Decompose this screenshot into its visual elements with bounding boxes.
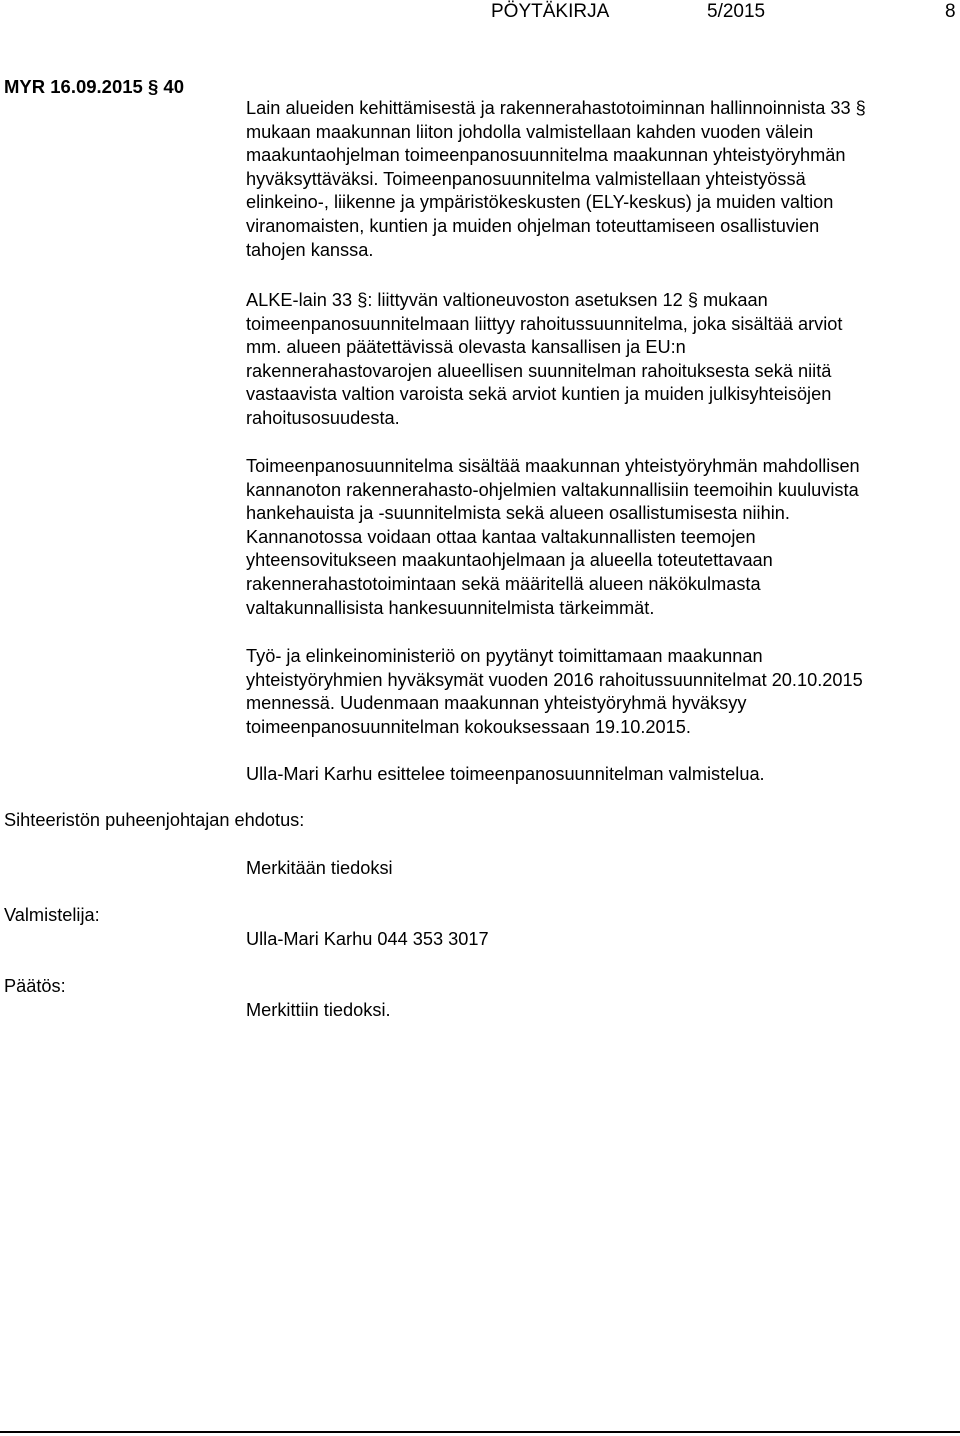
page-number: 8 [945, 1, 956, 22]
paragraph-line: Kannanotossa voidaan ottaa kantaa valtakunnallisten teemojen [246, 526, 756, 547]
footer-divider [0, 1431, 960, 1433]
paragraph-5 [246, 763, 946, 787]
paragraph-4 [246, 645, 946, 739]
paragraph-line: mennessä. Uudenmaan maakunnan yhteistyöryhmä hyväksyy [246, 693, 747, 714]
paragraph-2 [246, 289, 946, 431]
paragraph-line: tahojen kanssa. [246, 239, 374, 260]
paragraph-line: kannanoton rakennerahasto-ohjelmien valtakunnallisiin teemoihin kuuluvista [246, 479, 859, 500]
document-number: 5/2015 [707, 1, 766, 22]
proposal-value: Merkitään tiedoksi [246, 858, 393, 878]
decision-label: Päätös: [4, 976, 66, 996]
paragraph-line: yhteensovitukseen maakuntaohjelmaan ja alueella toteutettavaan [246, 550, 773, 571]
proposal-label: Sihteeristön puheenjohtajan ehdotus: [4, 810, 305, 830]
paragraph-line: viranomaisten, kuntien ja muiden ohjelman toteuttamiseen osallistuvien [246, 215, 820, 236]
paragraph-line: hyväksyttäväksi. Toimeenpanosuunnitelma valmistellaan yhteistyössä [246, 168, 806, 189]
paragraph-line: Työ- ja elinkeinoministeriö on pyytänyt toimittamaan maakunnan [246, 646, 763, 666]
paragraph-line: rahoitusosuudesta. [246, 407, 400, 428]
paragraph-3 [246, 455, 946, 620]
meeting-reference: MYR 16.09.2015 § 40 [4, 76, 184, 97]
paragraph-line: toimeenpanosuunnitelman kokouksessaan 19.10.2015. [246, 716, 691, 737]
paragraph-line: yhteistyöryhmien hyväksymät vuoden 2016 rahoitussuunnitelmat 20.10.2015 [246, 669, 863, 690]
paragraph-line: rakennerahastovarojen alueellisen suunnitelman rahoituksesta sekä niitä [246, 360, 832, 381]
paragraph-line: mm. alueen päätettävissä olevasta kansallisen ja EU:n [246, 337, 686, 358]
paragraph-line: vastaavista valtion varoista sekä arviot kuntien ja muiden julkisyhteisöjen [246, 384, 832, 405]
page-header [0, 0, 960, 24]
paragraph-line: Lain alueiden kehittämisestä ja rakennerahastotoiminnan hallinnoinnista 33 § [246, 98, 866, 118]
preparer-value: Ulla-Mari Karhu 044 353 3017 [246, 929, 489, 949]
decision-value: Merkittiin tiedoksi. [246, 1000, 391, 1020]
paragraph-line: elinkeino-, liikenne ja ympäristökeskusten (ELY-keskus) ja muiden valtion [246, 192, 834, 213]
paragraph-line: rakennerahastotoimintaan sekä määritellä alueen näkökulmasta [246, 573, 761, 594]
paragraph-line: Ulla-Mari Karhu esittelee toimeenpanosuunnitelman valmistelua. [246, 764, 765, 784]
paragraph-line: mukaan maakunnan liiton johdolla valmistellaan kahden vuoden välein [246, 121, 814, 142]
paragraph-line: hankehauista ja -suunnitelmista sekä alueen osallistumisesta niihin. [246, 503, 790, 524]
paragraph-1 [246, 97, 946, 262]
paragraph-line: valtakunnallisista hankesuunnitelmista tärkeimmät. [246, 597, 655, 618]
preparer-label: Valmistelija: [4, 905, 100, 925]
paragraph-line: Toimeenpanosuunnitelma sisältää maakunnan yhteistyöryhmän mahdollisen [246, 456, 860, 476]
paragraph-line: ALKE-lain 33 §: liittyvän valtioneuvoston asetuksen 12 § mukaan [246, 290, 768, 310]
document-type: PÖYTÄKIRJA [491, 1, 610, 22]
paragraph-line: toimeenpanosuunnitelmaan liittyy rahoitussuunnitelma, joka sisältää arviot [246, 313, 843, 334]
paragraph-line: maakuntaohjelman toimeenpanosuunnitelma maakunnan yhteistyöryhmän [246, 145, 846, 166]
